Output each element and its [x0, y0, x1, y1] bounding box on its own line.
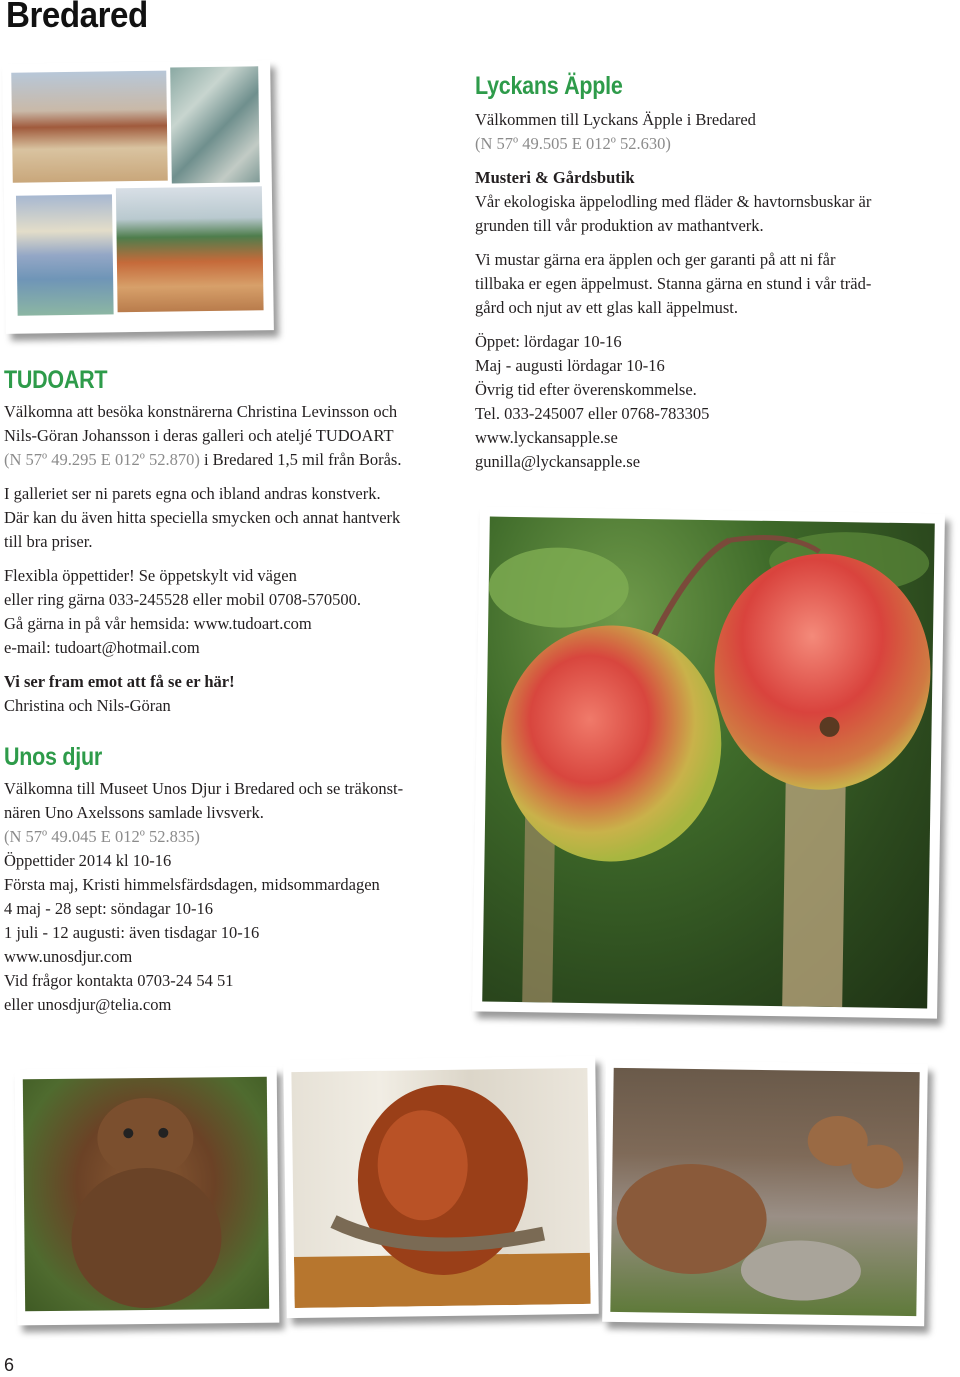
lyckans-body	[475, 108, 935, 474]
apples-illustration	[482, 517, 935, 1009]
tudoart-heading: TUDOART	[4, 366, 108, 394]
page-title: Bredared	[6, 0, 148, 35]
tudoart-intro: Välkomna att besöka konstnärerna Christina Levinsson och Nils-Göran Johansson i deras galleri och ateljé TUDOART (N 57º 49.295 E 012º 52.870) i Bredared 1,5 mil från Borås.	[4, 402, 402, 469]
tudoart-gallery-text: I galleriet ser ni parets egna och ibland andras konstverk. Där kan du även hitta speciella smycken och annat hantverk till bra priser.	[4, 484, 401, 551]
apples-photo	[472, 506, 945, 1018]
page-number: 6	[4, 1355, 15, 1375]
paintings-photo	[2, 60, 274, 334]
snail-sculpture-photo	[283, 1056, 599, 1318]
lyckans-shop: Musteri & Gårdsbutik Vår ekologiska äppelodling med fläder & havtornsbuskar är grunden till vår produktion av mathantverk.	[475, 168, 872, 235]
unos-text: Välkomna till Museet Unos Djur i Bredared och se träkonst- nären Uno Axelssons samlade livsverk. (N 57º 49.045 E 012º 52.835) Öppettider 2014 kl 10-16 Första maj, Kristi himmelsfärdsdagen, midsommardagen 4 maj - 28 sept: söndagar 10-16 1 juli - 12 augusti: även tisdagar 10-16 www.unosdjur.com Vid frågor kontakta 0703-24 54 51 eller unosdjur@telia.com	[4, 779, 404, 1014]
lyckans-hours: Öppet: lördagar 10-16 Maj - augusti lördagar 10-16 Övrig tid efter överenskommelse. Tel. 033-245007 eller 0768-783305 www.lyckansapple.se gunilla@lyckansapple.se	[475, 332, 710, 471]
fox-sculpture-image	[610, 1068, 919, 1316]
tudoart-contact: Flexibla öppettider! Se öppetskylt vid vägen eller ring gärna 033-245528 eller mobil 0708-570500. Gå gärna in på vår hemsida: www.tudoart.com e-mail: tudoart@hotmail.com	[4, 566, 361, 657]
lyckans-heading: Lyckans Äpple	[475, 72, 623, 100]
bear-sculpture-photo	[15, 1067, 280, 1326]
tudoart-body	[4, 400, 464, 718]
snail-sculpture-image	[291, 1068, 590, 1308]
painting-village	[11, 71, 168, 183]
fox-sculpture-photo	[602, 1060, 928, 1326]
apples-image	[482, 517, 935, 1009]
bear-sculpture-image	[23, 1077, 269, 1312]
painting-lake	[16, 194, 114, 315]
painting-field	[116, 186, 264, 312]
bear-illustration	[23, 1077, 269, 1312]
fox-illustration	[610, 1068, 919, 1316]
unos-heading: Unos djur	[4, 743, 103, 771]
lyckans-welcome: Välkommen till Lyckans Äpple i Bredared (N 57º 49.505 E 012º 52.630)	[475, 110, 756, 153]
snail-illustration	[291, 1068, 590, 1308]
unos-body	[4, 777, 464, 1017]
lyckans-must: Vi mustar gärna era äpplen och ger garanti på att ni får tillbaka er egen äppelmust. Stanna gärna en stund i vår träd- gård och njut av ett glas kall äppelmust.	[475, 250, 872, 317]
tudoart-closing: Vi ser fram emot att få se er här! Christina och Nils-Göran	[4, 672, 235, 715]
painting-bridge	[170, 66, 260, 183]
